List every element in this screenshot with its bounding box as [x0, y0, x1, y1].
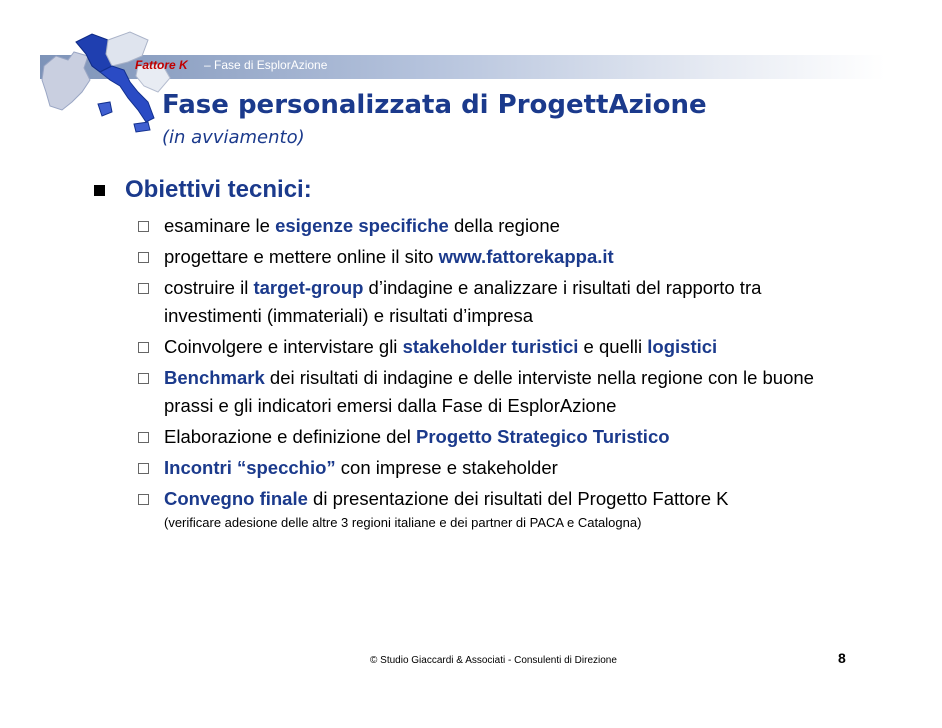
item-text: esaminare le	[164, 215, 276, 236]
item-text: costruire il	[164, 277, 254, 298]
list-item	[138, 364, 838, 420]
list-item	[138, 274, 838, 330]
section-header	[94, 176, 894, 204]
checkbox-bullet-icon	[138, 252, 149, 263]
item-text: con imprese e stakeholder	[335, 457, 558, 478]
item-text: progettare e mettere online il sito	[164, 246, 439, 267]
item-text: di presentazione dei risultati del Progetto Fattore K	[307, 488, 729, 509]
list-item	[138, 423, 838, 451]
checkbox-bullet-icon	[138, 494, 149, 505]
list-item	[138, 485, 838, 513]
item-text: dei risultati di indagine e delle interviste nella regione con le buone prassi e gli indicatori emersi dalla Fase di EsplorAzione	[164, 367, 814, 416]
item-highlight: esigenze specifiche	[275, 215, 449, 236]
slide-title: Fase personalizzata di ProgettAzione	[162, 90, 707, 120]
page-number: 8	[838, 650, 846, 666]
header-subtitle: – Fase di EsplorAzione	[204, 58, 328, 72]
item-highlight: stakeholder turistici	[402, 336, 579, 357]
list-item	[138, 243, 838, 271]
item-highlight: Progetto Strategico Turistico	[415, 426, 670, 447]
item-text: e quelli	[578, 336, 648, 357]
checkbox-bullet-icon	[138, 432, 149, 443]
section-title: Obiettivi tecnici:	[125, 176, 312, 203]
checkbox-bullet-icon	[138, 463, 149, 474]
item-highlight: Convegno finale	[164, 488, 308, 509]
item-text: Elaborazione e definizione del	[164, 426, 416, 447]
list-item	[138, 212, 838, 240]
item-text: d’indagine e analizzare i risultati del rapporto tra investimenti (immateriali) e risultati d’impresa	[164, 277, 762, 326]
item-text: della regione	[448, 215, 560, 236]
item-text: Coinvolgere e intervistare gli	[164, 336, 403, 357]
objectives-list	[138, 212, 838, 532]
item-highlight: Incontri “specchio”	[164, 457, 336, 478]
checkbox-bullet-icon	[138, 373, 149, 384]
checkbox-bullet-icon	[138, 221, 149, 232]
item-highlight: Benchmark	[164, 367, 265, 388]
square-bullet-icon	[94, 185, 105, 196]
checkbox-bullet-icon	[138, 283, 149, 294]
list-item	[138, 454, 838, 482]
item-highlight: logistici	[647, 336, 718, 357]
slide-subtitle: (in avviamento)	[162, 127, 305, 148]
note-text: (verificare adesione delle altre 3 regioni italiane e dei partner di PACA e Catalogna)	[164, 515, 642, 530]
item-highlight: target-group	[253, 277, 364, 298]
footer-copyright: © Studio Giaccardi & Associati - Consulenti di Direzione	[370, 655, 617, 666]
list-item	[138, 333, 838, 361]
item-highlight: www.fattorekappa.it	[438, 246, 614, 267]
header-brand: Fattore K	[135, 58, 188, 72]
checkbox-bullet-icon	[138, 342, 149, 353]
europe-map-logo	[38, 26, 178, 140]
